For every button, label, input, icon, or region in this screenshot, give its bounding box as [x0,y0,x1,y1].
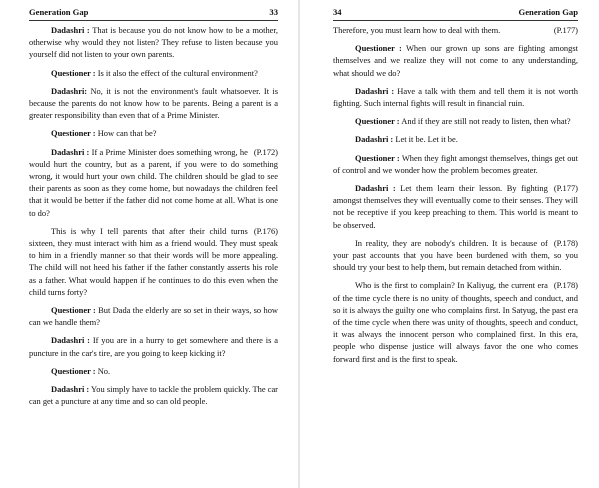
page-reference: (P.178) [553,237,578,248]
left-page-number: 33 [269,7,278,17]
speaker-label: Dadashri: [51,85,88,96]
speaker-label: Dadashri : [51,25,90,35]
paragraph [29,85,278,122]
speaker-label: Dadashri : [51,384,90,395]
paragraph-text: You simply have to tackle the problem quickly. The car can get a puncture at any time and so can old people. [29,384,278,407]
paragraph-text: When our grown up sons are fighting amongst themselves and we realize they will not come to any understanding, what should we do? [333,43,578,78]
speaker-label: Questioner : [51,365,96,376]
left-header-rule [29,20,278,21]
speaker-label: Questioner : [355,116,400,127]
paragraph [333,182,578,231]
speaker-label: Questioner : [51,305,96,316]
right-page-number: 34 [333,7,342,17]
paragraph-text: When they fight amongst themselves, things get out of control and we wonder how the problem becomes greater. [333,152,578,175]
page-reference: (P.176) [253,225,278,236]
paragraph [333,152,578,176]
paragraph-text: And if they are still not ready to listen, then what? [401,116,571,127]
speaker-label: Dadashri : [51,335,90,346]
speaker-label: Dadashri : [355,85,395,96]
page-reference: (P.178) [553,280,578,291]
paragraph-text: Is it also the effect of the cultural environment? [97,67,258,78]
paragraph [29,304,278,328]
paragraph [333,24,578,36]
speaker-label: Questioner : [51,67,96,78]
paragraph-text: How can that be? [97,128,157,139]
paragraph [333,133,578,145]
paragraph [29,146,278,219]
right-page-body [333,24,578,371]
paragraph-text: Have a talk with them and tell them it is not worth fighting. Such internal fights will result in financial ruin. [333,85,578,109]
paragraph [29,127,278,139]
right-header-title: Generation Gap [518,7,578,17]
right-page [300,0,599,488]
paragraph-text: If you are in a hurry to get somewhere and there is a puncture in the car's tire, are you going to keep kicking it? [29,335,278,358]
left-page [0,0,299,488]
paragraph-text: Therefore, you must learn how to deal with them. [333,25,501,35]
speaker-label: Dadashri : [51,146,90,157]
paragraph-text: Let them learn their lesson. By fighting amongst themselves they will eventually come to their senses. They will not be receptive if you keep preaching to them. This world is meant to be observed. [333,183,578,230]
paragraph [333,279,578,364]
left-page-body [29,24,278,413]
page-reference: (P.177) [553,25,578,35]
paragraph-text: No. [97,365,111,376]
speaker-label: Questioner : [355,43,402,54]
speaker-label: Questioner : [51,128,96,139]
right-page-header [333,7,578,19]
speaker-label: Dadashri : [355,183,396,194]
right-header-rule [333,20,578,21]
page-reference: (P.172) [253,146,278,157]
paragraph-text: This is why I tell parents that after their child turns sixteen, they must interact with him as a friend would. They must speak to him in a friendly manner so that their words will be more appealing. The child will not heed his father if the father constantly asserts his role as a father. What would happen if he continues to do this even when the child turns forty? [29,225,278,297]
paragraph [333,115,578,127]
paragraph-text: In reality, they are nobody's children. It is because of your past accounts that you have been burdened with them, so you should try your best to help them, but remain detached from within. [333,237,578,273]
paragraph-text: Let it be. Let it be. [395,134,458,145]
paragraph [29,225,278,298]
page-reference: (P.177) [553,183,578,194]
paragraph-text: Who is the first to complain? In Kaliyug, the current era of the time cycle there is no unity of thoughts, speech and conduct, and so it is always the guilty one who complains first. In Satyug, the past era of the time cycle when there was unity of thoughts, speech and conduct, it was always the innocent person who complained first. In this era, people who dispense justice will always favor the one who comes forward first and is the first to speak. [333,280,578,364]
left-page-header [29,7,278,19]
paragraph [29,67,278,79]
speaker-label: Dadashri : [355,134,394,145]
speaker-label: Questioner : [355,152,400,163]
paragraph-text: That is because you do not know how to be a mother, otherwise why would they not listen? They refuse to listen because you yourself did not listen to your own parents. [29,25,278,60]
paragraph-text: If a Prime Minister does something wrong, he would hurt the country, but as a parent, if you were to do something wrong, it would hurt your own child. The children should be glad to see their parents as soon as they come home, but nowadays the children feel that it would be better if the father did not come home at all. What is one to do? [29,146,278,218]
paragraph [333,85,578,109]
paragraph [29,24,278,61]
paragraph [29,334,278,358]
paragraph [29,383,278,407]
paragraph [333,42,578,79]
paragraph-text: No, it is not the environment's fault whatsoever. It is because the parents do not know how to be parents. Being a parent is a greater responsibility than even that of a Prime Minister. [29,85,279,121]
paragraph-text: But Dada the elderly are so set in their ways, so how can we handle them? [29,305,279,328]
left-header-title: Generation Gap [29,7,89,17]
paragraph [29,365,278,377]
paragraph [333,237,578,274]
